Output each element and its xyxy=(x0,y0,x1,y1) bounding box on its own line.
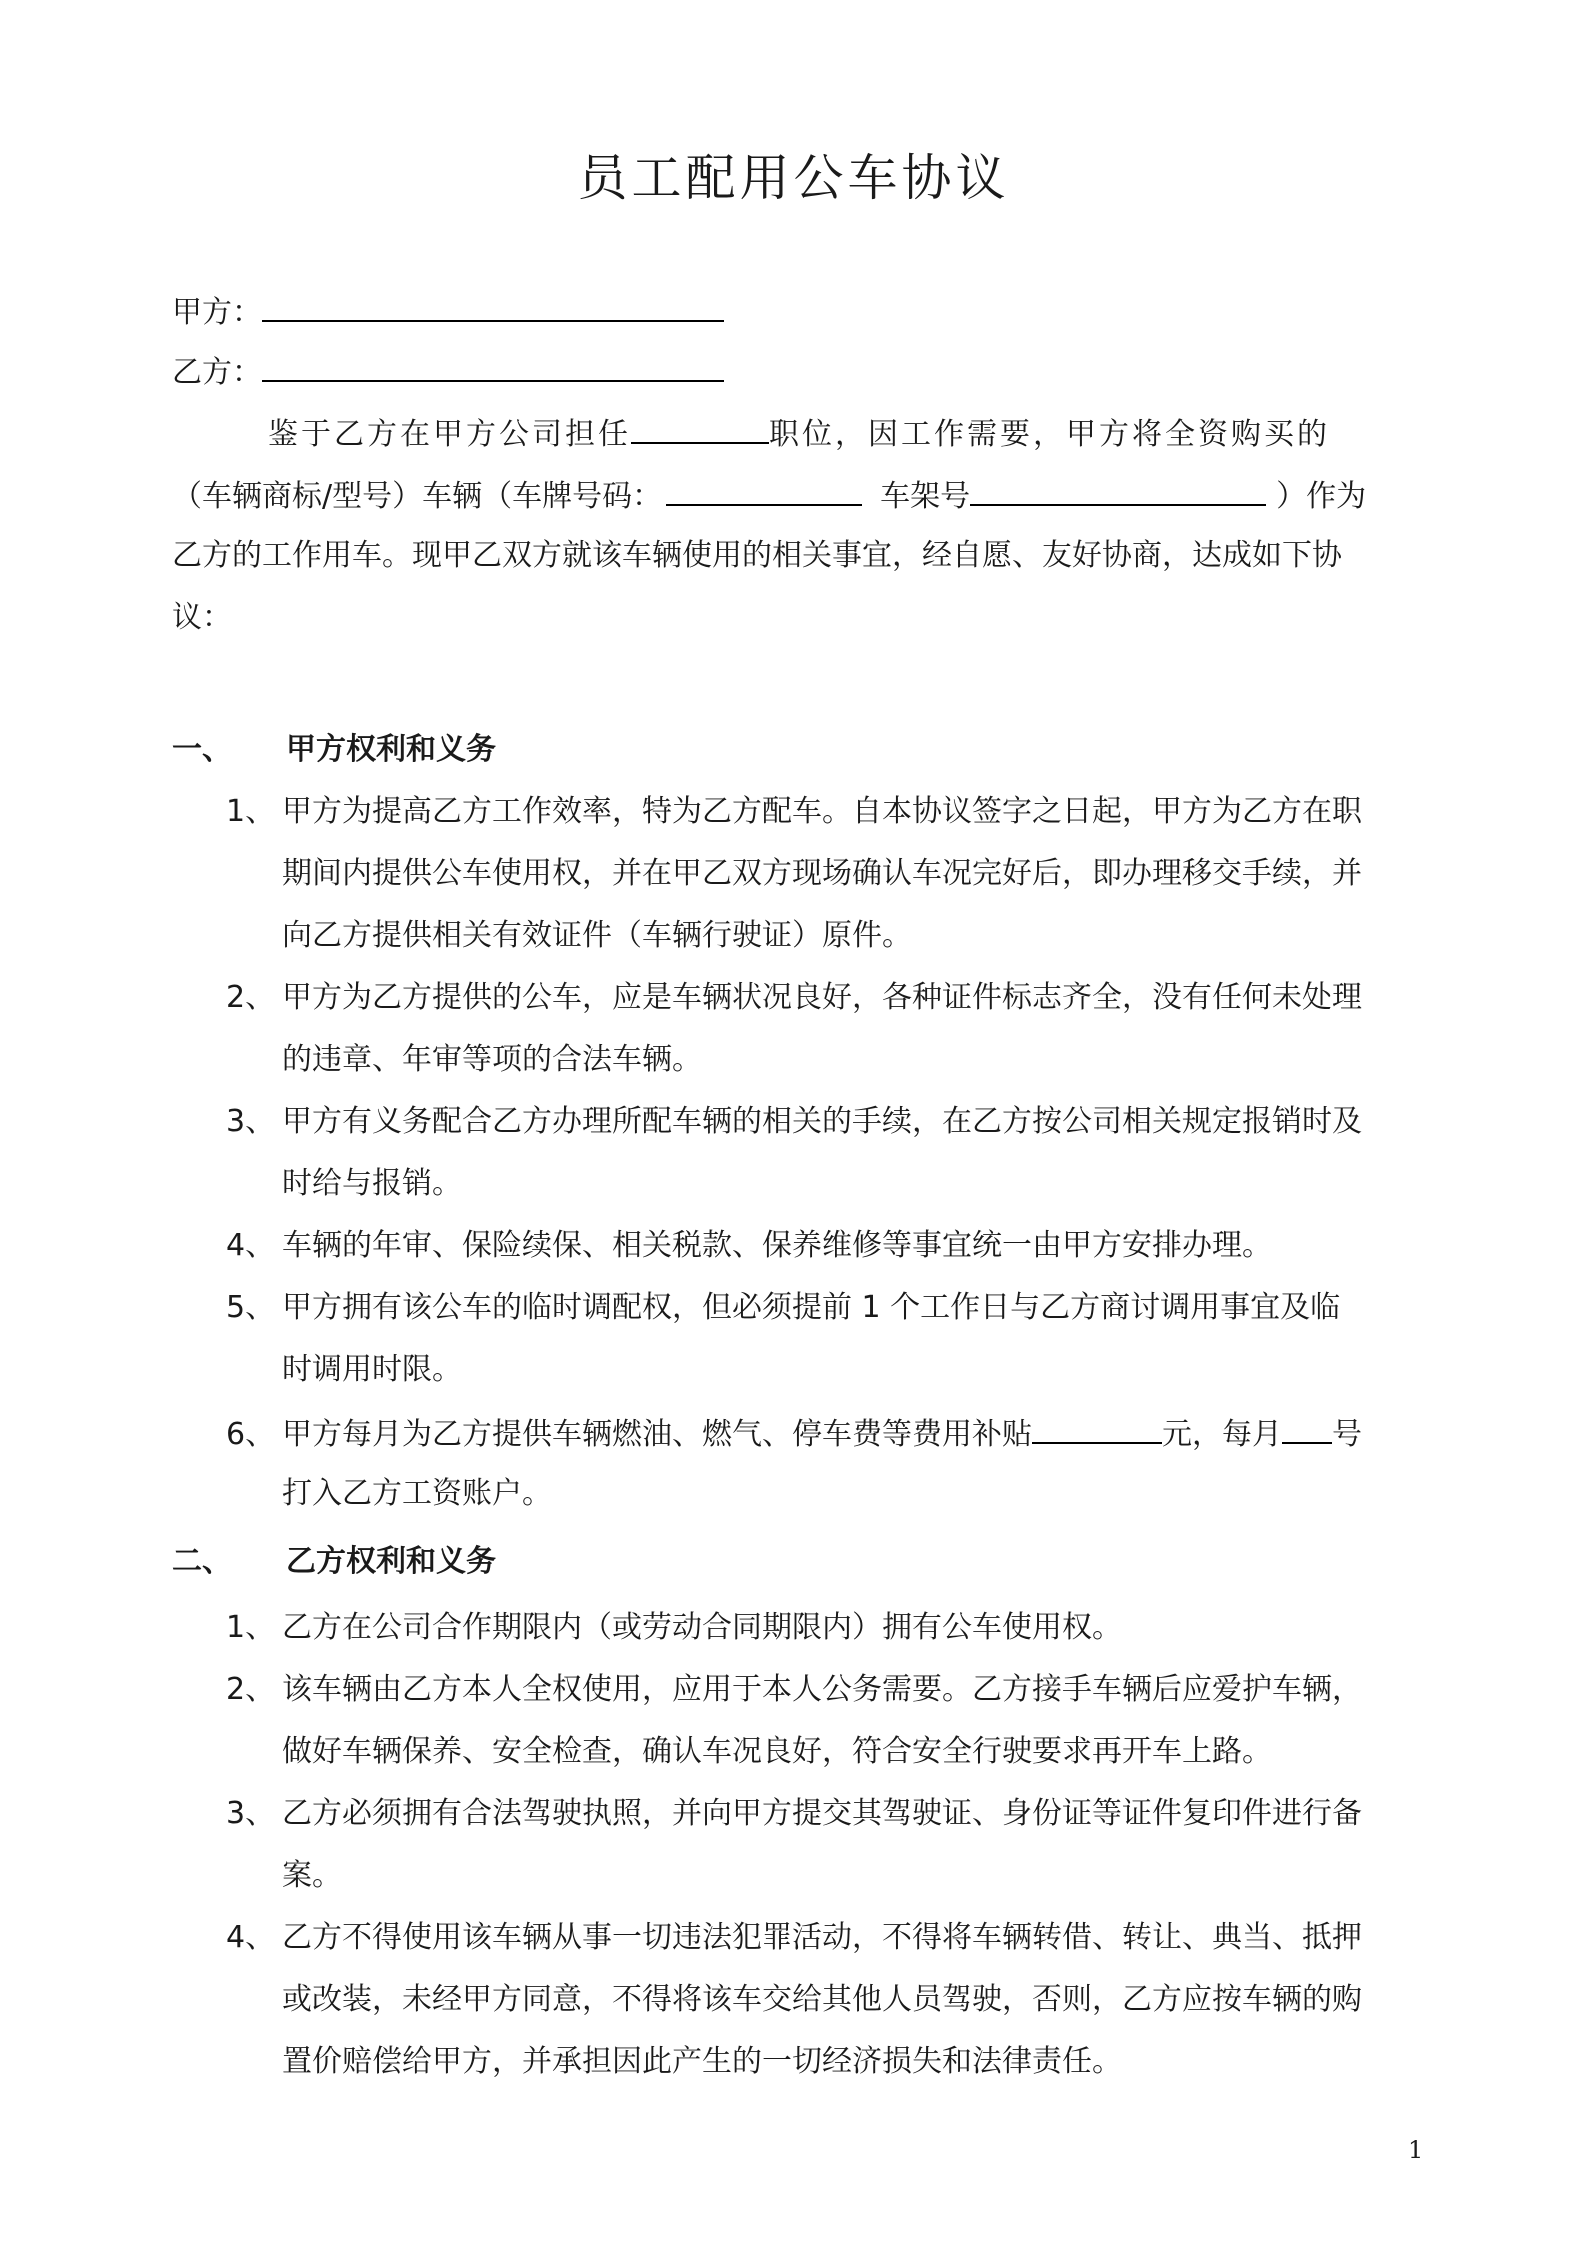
section-2-heading xyxy=(172,1542,1422,1582)
section-number: 二、 xyxy=(172,1544,232,1579)
item-continuation: 期间内提供公车使用权，并在甲乙双方现场确认车况完好后，即办理移交手续，并 xyxy=(282,856,1362,891)
list-item xyxy=(226,1226,1422,1266)
subsidy-amount-blank[interactable] xyxy=(1032,1412,1162,1444)
item-continuation: 的违章、年审等项的合法车辆。 xyxy=(282,1042,702,1077)
item-text: 号 xyxy=(1332,1417,1362,1452)
section-title: 乙方权利和义务 xyxy=(286,1544,496,1579)
item-text: 元，每月 xyxy=(1162,1417,1282,1452)
list-item xyxy=(226,1288,1422,1328)
item-text: 甲方为提高乙方工作效率，特为乙方配车。自本协议签字之日起，甲方为乙方在职 xyxy=(282,794,1362,829)
item-continuation: 或改装，未经甲方同意，不得将该车交给其他人员驾驶，否则，乙方应按车辆的购 xyxy=(282,1982,1362,2017)
item-continuation: 打入乙方工资账户。 xyxy=(282,1476,552,1511)
item-continuation: 时调用时限。 xyxy=(282,1352,462,1387)
item-text: 车辆的年审、保险续保、相关税款、保养维修等事宜统一由甲方安排办理。 xyxy=(282,1228,1272,1263)
item-number: 2、 xyxy=(226,980,276,1015)
item-text: 甲方有义务配合乙方办理所配车辆的相关的手续，在乙方按公司相关规定报销时及 xyxy=(282,1104,1362,1139)
list-item xyxy=(226,1412,1422,1455)
item-number: 3、 xyxy=(226,1796,276,1831)
item-number: 1、 xyxy=(226,1610,276,1645)
item-continuation: 置价赔偿给甲方，并承担因此产生的一切经济损失和法律责任。 xyxy=(282,2044,1122,2079)
list-item xyxy=(226,1102,1422,1142)
item-number: 1、 xyxy=(226,794,276,829)
intro-text: （车辆商标/型号）车辆（车牌号码： xyxy=(172,479,663,514)
party-a-line xyxy=(172,290,1422,333)
vin-blank[interactable] xyxy=(970,474,1266,506)
item-text: 乙方必须拥有合法驾驶执照，并向甲方提交其驾驶证、身份证等证件复印件进行备 xyxy=(282,1796,1362,1831)
list-item xyxy=(226,1670,1422,1710)
section-1-heading xyxy=(172,730,1422,770)
item-number: 2、 xyxy=(226,1672,276,1707)
position-blank[interactable] xyxy=(631,412,769,444)
party-b-line xyxy=(172,350,1422,393)
item-text: 乙方在公司合作期限内（或劳动合同期限内）拥有公车使用权。 xyxy=(282,1610,1122,1645)
section-title: 甲方权利和义务 xyxy=(286,732,496,767)
payday-blank[interactable] xyxy=(1282,1412,1332,1444)
intro-line-2 xyxy=(172,474,1422,517)
list-item xyxy=(226,1794,1422,1834)
item-number: 4、 xyxy=(226,1920,276,1955)
plate-number-blank[interactable] xyxy=(666,474,862,506)
intro-text: 鉴于乙方在甲方公司担任 xyxy=(268,417,631,452)
list-item xyxy=(226,1608,1422,1648)
document-title: 员工配用公车协议 xyxy=(577,149,1010,207)
list-item xyxy=(226,1918,1422,1958)
item-text: 甲方每月为乙方提供车辆燃油、燃气、停车费等费用补贴 xyxy=(282,1417,1032,1452)
item-text: 乙方不得使用该车辆从事一切违法犯罪活动，不得将车辆转借、转让、典当、抵押 xyxy=(282,1920,1362,1955)
intro-line-3: 乙方的工作用车。现甲乙双方就该车辆使用的相关事宜，经自愿、友好协商，达成如下协 xyxy=(172,538,1342,573)
party-a-blank[interactable] xyxy=(262,290,724,322)
item-text: 甲方拥有该公车的临时调配权，但必须提前 1 个工作日与乙方商讨调用事宜及临 xyxy=(282,1290,1341,1325)
intro-line-1 xyxy=(268,412,1422,455)
party-a-label: 甲方： xyxy=(172,295,262,330)
party-b-blank[interactable] xyxy=(262,350,724,382)
list-item xyxy=(226,792,1422,832)
item-continuation: 做好车辆保养、安全检查，确认车况良好，符合安全行驶要求再开车上路。 xyxy=(282,1734,1272,1769)
list-item xyxy=(226,978,1422,1018)
party-b-label: 乙方： xyxy=(172,355,262,390)
section-number: 一、 xyxy=(172,732,232,767)
intro-text: ）作为 xyxy=(1276,479,1367,514)
page-number: 1 xyxy=(1408,2136,1424,2164)
item-number: 4、 xyxy=(226,1228,276,1263)
item-continuation: 时给与报销。 xyxy=(282,1166,462,1201)
intro-text: 职位，因工作需要，甲方将全资购买的 xyxy=(769,417,1330,452)
item-number: 5、 xyxy=(226,1290,276,1325)
item-number: 6、 xyxy=(226,1417,276,1452)
item-text: 该车辆由乙方本人全权使用，应用于本人公务需要。乙方接手车辆后应爱护车辆， xyxy=(282,1672,1362,1707)
item-continuation: 向乙方提供相关有效证件（车辆行驶证）原件。 xyxy=(282,918,912,953)
intro-text: 车架号 xyxy=(880,479,971,514)
item-text: 甲方为乙方提供的公车，应是车辆状况良好，各种证件标志齐全，没有任何未处理 xyxy=(282,980,1362,1015)
intro-line-4: 议： xyxy=(172,600,232,635)
item-continuation: 案。 xyxy=(282,1858,342,1893)
item-number: 3、 xyxy=(226,1104,276,1139)
